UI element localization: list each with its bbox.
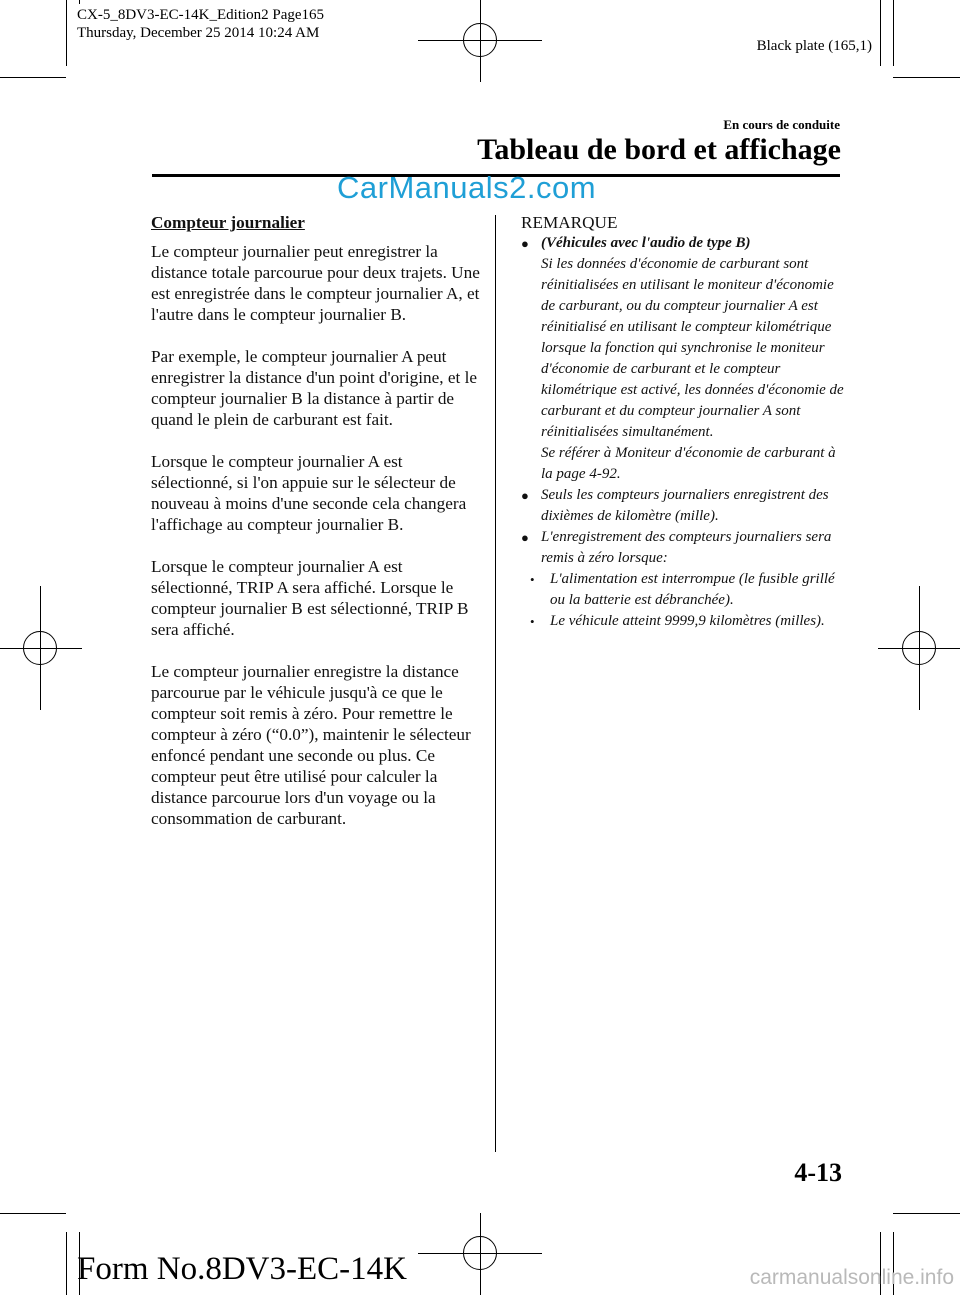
page-number: 4-13 — [794, 1158, 842, 1187]
paragraph: Lorsque le compteur journalier A est sélectionné, si l'on appuie sur le sélecteur de nouveau à moins d'une seconde cela changera l'affichage au compteur journalier B. — [151, 452, 467, 534]
note-item — [521, 485, 846, 527]
note-sub-item-text: Le véhicule atteint 9999,9 kilomètres (milles). — [550, 613, 825, 629]
date-line: Thursday, December 25 2014 10:24 AM — [77, 25, 320, 41]
bullet-icon: ● — [521, 488, 529, 503]
paragraph: Le compteur journalier enregistre la distance parcourue par le véhicule jusqu'à ce que le compteur soit remis à zéro. Pour remettre le compteur à zéro (“0.0”), maintenir le sélecteur enfoncé pendant une seconde ou plus. Ce compteur peut être utilisé pour calculer la distance parcourue lors d'un voyage ou la consommation de carburant. — [151, 662, 471, 828]
paragraph: Le compteur journalier peut enregistrer la distance totale parcourue pour deux trajets. Une est enregistrée dans le compteur journalier A, et l'autre dans le compteur journalier B. — [151, 242, 480, 324]
sub-bullet-icon: • — [530, 614, 535, 629]
section-label: En cours de conduite — [723, 117, 840, 132]
column-divider — [495, 215, 496, 1152]
bullet-icon: ● — [521, 530, 529, 545]
print-metadata — [77, 6, 324, 42]
subtitle: Compteur journalier — [151, 213, 305, 232]
watermark-logo: CarManuals2.com — [337, 170, 597, 205]
note-item-text: L'enregistrement des compteurs journaliers sera remis à zéro lorsque: — [541, 529, 832, 566]
form-number: Form No.8DV3-EC-14K — [77, 1251, 407, 1287]
paragraph: Par exemple, le compteur journalier A peut enregistrer la distance d'un point d'origine, et le compteur journalier B la distance à partir de quand le plein de carburant est fait. — [151, 347, 477, 429]
note-item-title: (Véhicules avec l'audio de type B) — [541, 235, 751, 251]
note-sub-item — [521, 569, 846, 611]
note-box — [521, 212, 846, 632]
note-item-text: Si les données d'économie de carburant sont réinitialisées en utilisant le moniteur d'économie de carburant, ou du compteur journalier A est réinitialisé en utilisant le compteur kilométrique lorsque la fonction qui synchronise le moniteur d'économie de carburant et le compteur kilométrique est activé, les données d'économie de carburant et du compteur journalier A sont réinitialisées simultanément. — [541, 256, 844, 440]
note-title: REMARQUE — [521, 213, 618, 232]
page-title: Tableau de bord et affichage — [477, 133, 841, 166]
paragraph: Lorsque le compteur journalier A est sélectionné, TRIP A sera affiché. Lorsque le compteur journalier B est sélectionné, TRIP B sera affiché. — [151, 557, 469, 639]
site-watermark: carmanualsonline.info — [749, 1266, 954, 1289]
note-sub-item — [521, 611, 846, 632]
bullet-icon: ● — [521, 236, 529, 251]
left-column — [151, 212, 481, 850]
plate-label: Black plate (165,1) — [756, 38, 872, 54]
note-item-text: Seuls les compteurs journaliers enregistrent des dixièmes de kilomètre (mille). — [541, 487, 829, 524]
note-item-reference: Se référer à Moniteur d'économie de carburant à la page 4-92. — [541, 445, 836, 482]
file-line: CX-5_8DV3-EC-14K_Edition2 Page165 — [77, 7, 325, 23]
note-item — [521, 233, 846, 485]
sub-bullet-icon: • — [530, 572, 535, 587]
note-sub-item-text: L'alimentation est interrompue (le fusible grillé ou la batterie est débranchée). — [550, 571, 835, 608]
note-item — [521, 527, 846, 569]
